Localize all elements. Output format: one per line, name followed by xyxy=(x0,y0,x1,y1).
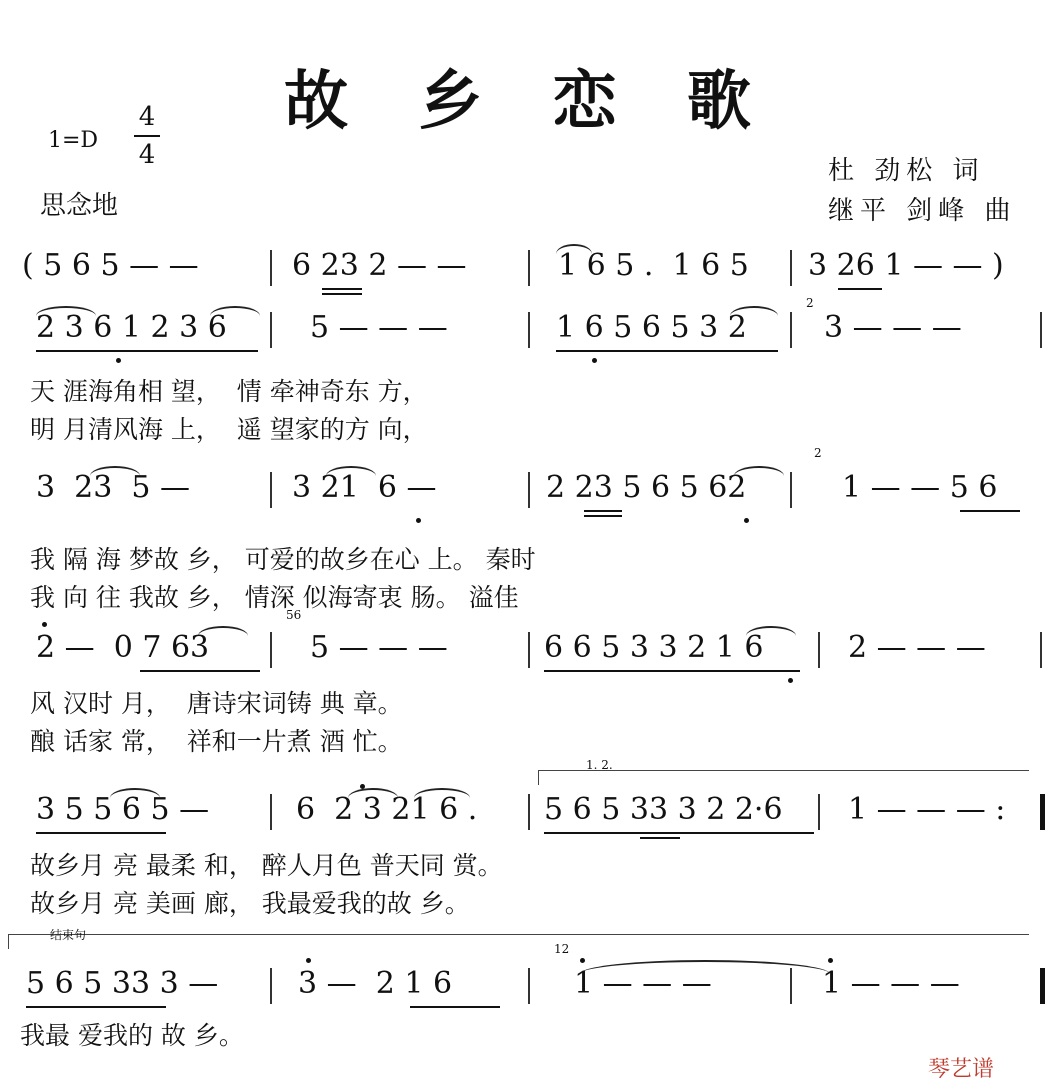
slur xyxy=(556,244,592,254)
underline xyxy=(584,515,622,517)
volta-label: 1. 2. xyxy=(586,758,613,772)
underline xyxy=(838,288,882,290)
notes-row-1: ( 5 6 5 — — 6 23 2 — — 1 6 5 . 1 6 5 3 26 1 — — ) xyxy=(22,248,1004,283)
lower-dot xyxy=(744,518,749,523)
barline xyxy=(818,794,820,830)
notes-row-2: 2 3 6 1 2 3 6 5 — — — 1 6 5 6 5 3 2 3 — — — xyxy=(36,310,962,345)
barline xyxy=(270,312,272,348)
lyric-line: 我 向 往 我故 乡， 情深 似海寄衷 肠。 溢佳 xyxy=(30,583,519,612)
tempo-marking: 思念地 xyxy=(40,191,119,221)
notes-row-5: 3 5 5 6 5 — 6 2 3 21 6 . 5 6 5 33 3 2 2·6 1 — — — : xyxy=(36,792,1006,827)
slur xyxy=(730,306,778,316)
volta-bracket xyxy=(538,770,1029,785)
upper-dot xyxy=(828,958,833,963)
barline xyxy=(528,472,530,508)
upper-dot xyxy=(42,622,47,627)
tie xyxy=(580,960,830,974)
time-signature-line xyxy=(134,135,160,137)
slur xyxy=(36,306,96,316)
lyric-line: 我最 爱我的 故 乡。 xyxy=(20,1021,244,1050)
underline xyxy=(322,288,362,290)
barline xyxy=(528,632,530,668)
underline xyxy=(26,1006,166,1008)
lyricist-credit: 杜 劲松 词 xyxy=(828,156,985,186)
barline xyxy=(790,312,792,348)
barline xyxy=(528,312,530,348)
lyric-line: 酿 话家 常， 祥和一片煮 酒 忙。 xyxy=(30,727,403,756)
notes-row-4: 2 — 0 7 63 5 — — — 6 6 5 3 3 2 1 6 2 — — — xyxy=(36,630,986,665)
slur xyxy=(326,466,376,476)
key-signature: 1=D xyxy=(48,128,99,153)
slur xyxy=(414,788,470,798)
lower-dot xyxy=(116,358,121,363)
barline xyxy=(528,794,530,830)
underline xyxy=(140,670,260,672)
upper-dot xyxy=(360,784,365,789)
barline xyxy=(1040,632,1042,668)
barline xyxy=(270,472,272,508)
repeat-end-bar xyxy=(1040,794,1045,830)
fermata-mark: 12 xyxy=(554,942,570,956)
lyric-line: 故乡月 亮 最柔 和， 醉人月色 普天同 赏。 xyxy=(30,851,503,880)
slur xyxy=(210,306,260,316)
underline xyxy=(322,293,362,295)
slur xyxy=(90,466,140,476)
lyric-line: 故乡月 亮 美画 廊， 我最爱我的故 乡。 xyxy=(30,889,470,918)
song-title: 故 乡 恋 歌 xyxy=(284,64,775,139)
underline xyxy=(640,837,680,839)
barline xyxy=(790,250,792,286)
time-signature xyxy=(134,102,160,170)
lyric-line: 我 隔 海 梦故 乡， 可爱的故乡在心 上。 秦时 xyxy=(30,545,536,574)
underline xyxy=(556,350,778,352)
barline xyxy=(270,250,272,286)
lyric-line: 风 汉时 月， 唐诗宋词铸 典 章。 xyxy=(30,689,403,718)
barline xyxy=(790,472,792,508)
upper-dot xyxy=(580,958,585,963)
notes-row-6: 5 6 5 33 3 — 3 — 2 1 6 1 — — — 1 — — — xyxy=(26,966,960,1001)
barline xyxy=(1040,312,1042,348)
coda-label: 结束句 xyxy=(50,928,87,942)
lyric-line: 明 月清风海 上， 遥 望家的方 向， xyxy=(30,415,428,444)
barline xyxy=(270,968,272,1004)
underline xyxy=(544,670,800,672)
time-signature-top: 4 xyxy=(138,102,156,132)
fermata-mark: 2 xyxy=(806,296,814,310)
barline xyxy=(270,794,272,830)
notes-row-3: 3 23 5 — 3 21 6 — 2 23 5 6 5 62 1 — — 5 6 xyxy=(36,470,998,505)
lower-dot xyxy=(592,358,597,363)
composer-credit: 继平 剑峰 曲 xyxy=(828,196,1017,226)
slur xyxy=(746,626,796,636)
watermark-logo: 琴艺谱 xyxy=(928,1057,995,1082)
lower-dot xyxy=(416,518,421,523)
slur xyxy=(348,788,398,798)
underline xyxy=(36,350,258,352)
underline xyxy=(410,1006,500,1008)
slur xyxy=(198,626,248,636)
barline xyxy=(528,968,530,1004)
underline xyxy=(584,510,622,512)
barline xyxy=(270,632,272,668)
time-signature-bottom: 4 xyxy=(138,140,156,170)
upper-dot xyxy=(306,958,311,963)
slur xyxy=(110,788,160,798)
slur xyxy=(734,466,784,476)
underline xyxy=(960,510,1020,512)
coda-bracket xyxy=(8,934,1029,949)
fermata-mark: 56 xyxy=(286,608,302,622)
barline xyxy=(818,632,820,668)
underline xyxy=(544,832,814,834)
lower-dot xyxy=(788,678,793,683)
final-bar xyxy=(1040,968,1045,1004)
lyric-line: 天 涯海角相 望， 情 牵神奇东 方， xyxy=(30,377,428,406)
barline xyxy=(528,250,530,286)
fermata-mark: 2 xyxy=(814,446,822,460)
underline xyxy=(36,832,166,834)
